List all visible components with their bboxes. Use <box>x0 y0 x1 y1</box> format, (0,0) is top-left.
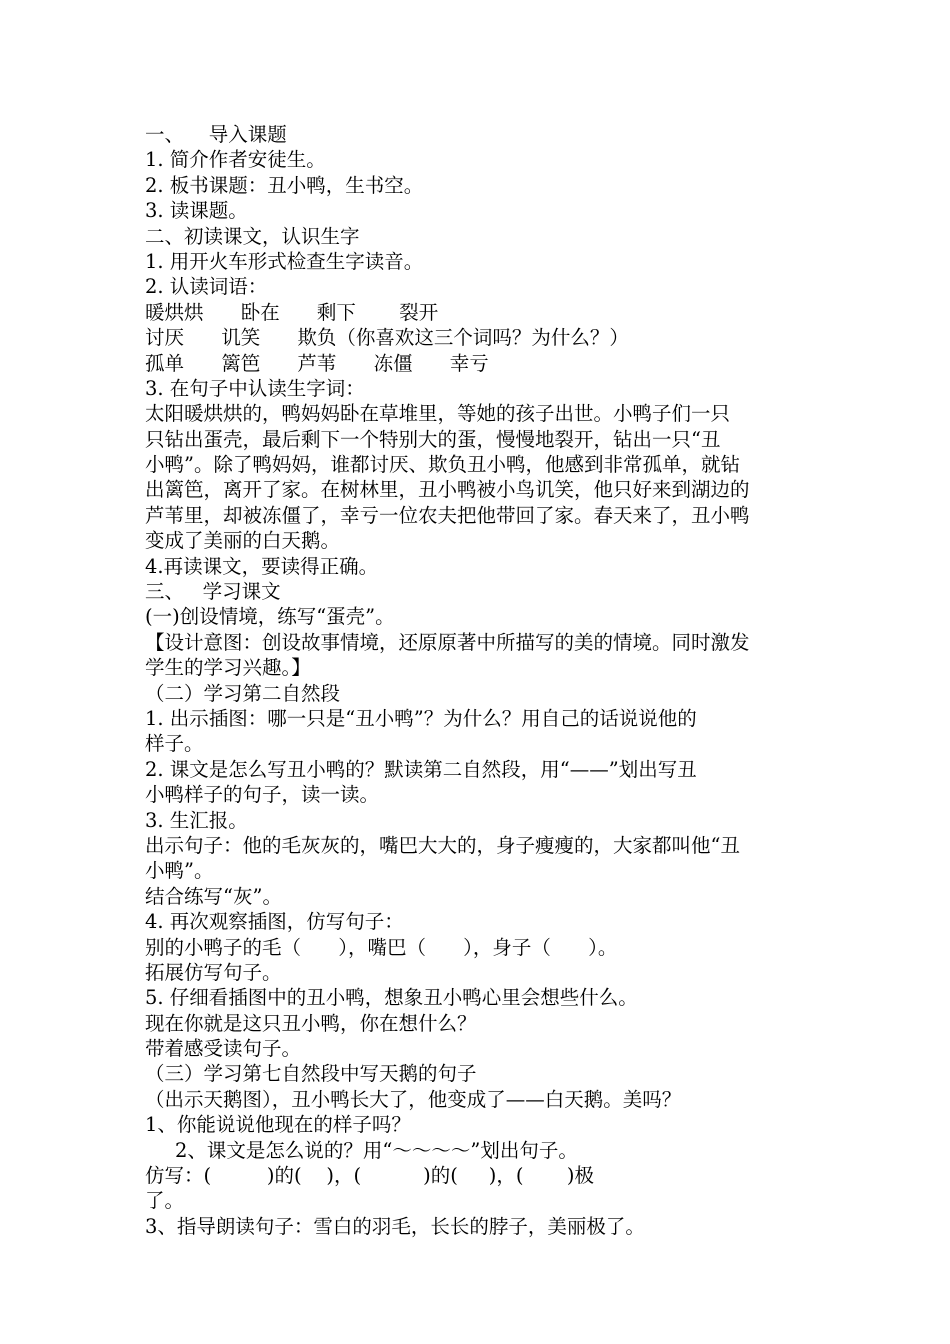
text-line: 3. 在句子中认读生字词： <box>145 376 365 400</box>
text-line: (一)创设情境，练写“蛋壳”。 <box>145 605 395 629</box>
passage-line: 太阳暖烘烘的，鸭妈妈卧在草堆里，等她的孩子出世。小鸭子们一只 <box>145 402 731 426</box>
text-line: 2. 课文是怎么写丑小鸭的？默读第二自然段，用“——”划出写丑 <box>145 757 697 781</box>
heading-3: 三、 学习课文 <box>145 580 281 604</box>
design-intent-line: 学生的学习兴趣。】 <box>145 656 311 680</box>
fill-blank-line: 别的小鸭子的毛（ ），嘴巴（ ），身子（ ）。 <box>145 935 618 959</box>
heading-1: 一、 导入课题 <box>145 123 287 146</box>
text-line: 了。 <box>145 1189 185 1213</box>
text-line: 2. 板书课题：丑小鸭，生书空。 <box>145 173 424 197</box>
word-list-line: 暖烘烘 卧在 剩下 裂开 <box>145 300 439 324</box>
passage-line: 小鸭”。除了鸭妈妈，谁都讨厌、欺负丑小鸭，他感到非常孤单，就钻 <box>145 453 740 477</box>
text-line: 拓展仿写句子。 <box>145 960 282 984</box>
text-line: 3. 读课题。 <box>145 199 248 223</box>
passage-line: 变成了美丽的白天鹅。 <box>145 529 341 553</box>
text-line: 4.再读课文，要读得正确。 <box>145 554 379 578</box>
text-line: 出示句子：他的毛灰灰的，嘴巴大大的，身子瘦瘦的，大家都叫他“丑 <box>145 833 740 857</box>
text-line: 3. 生汇报。 <box>145 808 248 832</box>
word-list-line: 孤单 篱笆 芦苇 冻僵 幸亏 <box>145 351 489 375</box>
passage-line: 只钻出蛋壳，最后剩下一个特别大的蛋，慢慢地裂开，钻出一只“丑 <box>145 427 721 451</box>
passage-line: 出篱笆，离开了家。在树林里，丑小鸭被小鸟讥笑，他只好来到湖边的 <box>145 478 750 502</box>
text-line: 现在你就是这只丑小鸭，你在想什么？ <box>145 1011 477 1035</box>
subheading: （三）学习第七自然段中写天鹅的句子 <box>145 1062 477 1086</box>
text-line: 结合练写“灰”。 <box>145 884 282 908</box>
passage-line: 芦苇里，却被冻僵了，幸亏一位农夫把他带回了家。春天来了，丑小鸭 <box>145 503 750 527</box>
text-line: 样子。 <box>145 732 204 756</box>
text-line: 1. 出示插图：哪一只是“丑小鸭”？为什么？用自己的话说说他的 <box>145 706 697 730</box>
document-body <box>145 122 815 1239</box>
subheading: （二）学习第二自然段 <box>145 681 341 705</box>
text-line: （出示天鹅图），丑小鸭长大了，他变成了——白天鹅。美吗？ <box>145 1087 682 1111</box>
text-line: 1. 用开火车形式检查生字读音。 <box>145 249 424 273</box>
text-line: 1. 简介作者安徒生。 <box>145 148 326 172</box>
text-line: 5. 仔细看插图中的丑小鸭，想象丑小鸭心里会想些什么。 <box>145 986 638 1010</box>
text-line: 4. 再次观察插图，仿写句子： <box>145 910 404 934</box>
text-line: 2. 认读词语： <box>145 275 268 299</box>
text-line: 2、课文是怎么说的？用“～～～～”划出句子。 <box>175 1138 578 1162</box>
fill-blank-line: 仿写：( )的( )，( )的( )，( )极 <box>145 1164 595 1188</box>
design-intent-line: 【设计意图：创设故事情境，还原原著中所描写的美的情境。同时激发 <box>145 630 750 654</box>
text-line: 带着感受读句子。 <box>145 1037 302 1061</box>
word-list-line: 讨厌 讥笑 欺负（你喜欢这三个词吗？为什么？） <box>145 326 629 350</box>
text-line: 3、指导朗读句子：雪白的羽毛，长长的脖子，美丽极了。 <box>145 1214 645 1238</box>
heading-2: 二、初读课文，认识生字 <box>145 224 360 248</box>
text-line: 1、你能说说他现在的样子吗？ <box>145 1113 411 1137</box>
text-line: 小鸭”。 <box>145 859 214 883</box>
text-line: 小鸭样子的句子，读一读。 <box>145 783 380 807</box>
